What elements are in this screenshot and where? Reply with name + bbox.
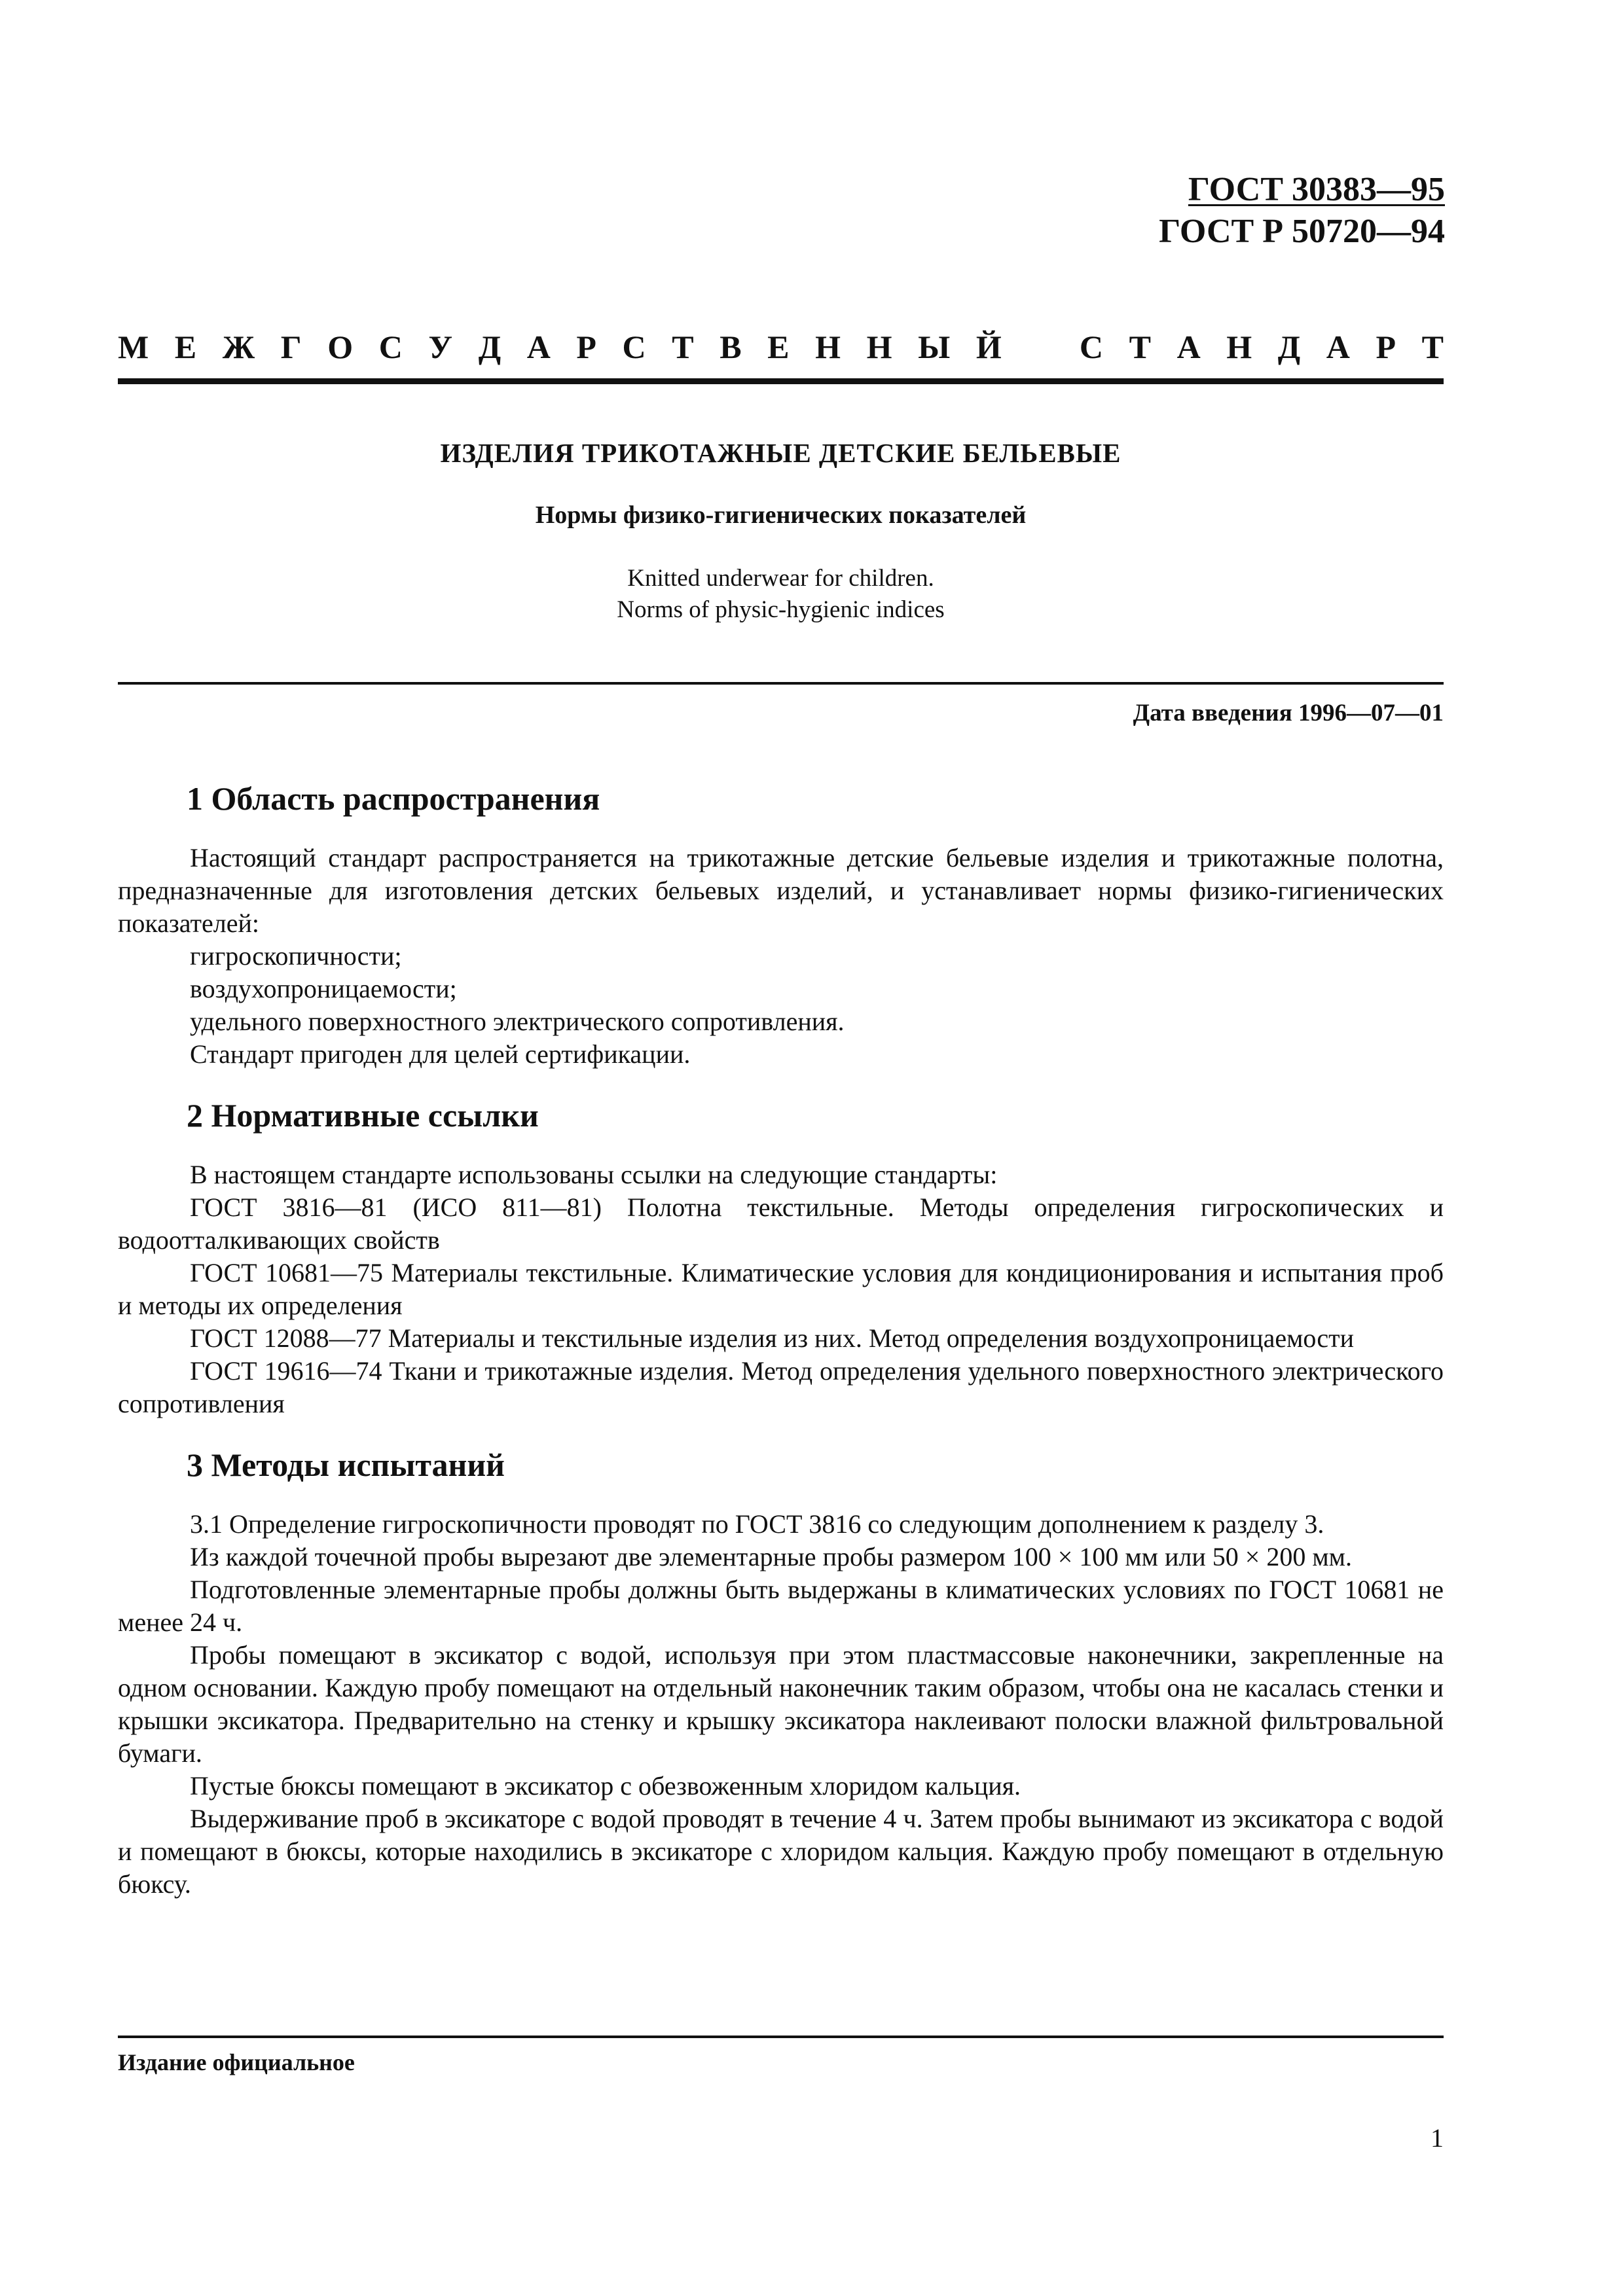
paragraph: Пустые бюксы помещают в эксикатор с обезвоженным хлоридом кальция. xyxy=(190,1771,1021,1801)
category-letter: Е xyxy=(767,329,790,365)
section-heading: 1 Область распространения xyxy=(187,780,600,817)
title-rule xyxy=(118,682,1444,685)
category-letter: О xyxy=(327,329,354,365)
standard-code-2: ГОСТ Р 50720—94 xyxy=(1159,213,1445,250)
footer-rule xyxy=(118,2036,1444,2038)
reference-entry: ГОСТ 19616—74 Ткани и трикотажные изделия. Метод определения удельного поверхностного электрического сопротивления xyxy=(118,1356,1444,1418)
category-letter: Й xyxy=(976,329,1002,365)
category-letter: В xyxy=(720,329,742,365)
paragraph: Настоящий стандарт распространяется на трикотажные детские бельевые изделия и трикотажные полотна, предназначенные для изготовления детских бельевых изделий, и устанавливает нормы физико-гигиенических показателей: xyxy=(118,843,1444,938)
list-item: воздухопроницаемости; xyxy=(190,974,457,1003)
category-letter: Т xyxy=(1421,329,1444,365)
category-letter: Ы xyxy=(918,329,951,365)
paragraph: Из каждой точечной пробы вырезают две элементарные пробы размером 100 × 100 мм или 50 × 200 мм. xyxy=(190,1542,1352,1571)
document-subtitle: Нормы физико-гигиенических показателей xyxy=(535,501,1027,529)
document-body xyxy=(118,779,1444,1901)
category-letter: Н xyxy=(1226,329,1252,365)
paragraph: Подготовленные элементарные пробы должны быть выдержаны в климатических условиях по ГОСТ 10681 не менее 24 ч. xyxy=(118,1575,1444,1637)
standard-category xyxy=(118,327,1444,367)
document-title: ИЗДЕЛИЯ ТРИКОТАЖНЫЕ ДЕТСКИЕ БЕЛЬЕВЫЕ xyxy=(440,438,1122,468)
paragraph: 3.1 Определение гигроскопичности проводят по ГОСТ 3816 со следующим дополнением к разделу 3. xyxy=(190,1509,1324,1539)
english-title-line: Norms of physic-hygienic indices xyxy=(617,596,945,623)
paragraph: В настоящем стандарте использованы ссылки на следующие стандарты: xyxy=(190,1160,998,1189)
section-heading: 2 Нормативные ссылки xyxy=(187,1097,539,1134)
category-letter: А xyxy=(1326,329,1350,365)
list-item: гигроскопичности; xyxy=(190,941,402,971)
category-letter: Р xyxy=(1376,329,1396,365)
edition-label: Издание официальное xyxy=(118,2049,355,2075)
standard-codes xyxy=(1159,169,1445,253)
category-letter: С xyxy=(378,329,403,365)
standard-code-1: ГОСТ 30383—95 xyxy=(1188,171,1445,208)
section-scope xyxy=(118,779,1444,1071)
introduction-date: Дата введения 1996—07—01 xyxy=(1133,700,1444,726)
reference-entry: ГОСТ 3816—81 (ИСО 811—81) Полотна текстильные. Методы определения гигроскопических и водоотталкивающих свойств xyxy=(118,1193,1444,1255)
category-letter-space xyxy=(1027,327,1053,367)
category-letter: Ж xyxy=(222,329,255,365)
category-letter: М xyxy=(118,329,149,365)
category-letter: А xyxy=(1176,329,1201,365)
category-letter: Т xyxy=(672,329,694,365)
english-title-line: Knitted underwear for children. xyxy=(627,565,934,592)
category-letter: Н xyxy=(815,329,841,365)
category-letter: Е xyxy=(174,329,197,365)
category-letter: У xyxy=(428,329,453,365)
header-rule xyxy=(118,378,1444,384)
section-test-methods xyxy=(118,1445,1444,1901)
section-references xyxy=(118,1096,1444,1420)
section-heading: 3 Методы испытаний xyxy=(187,1446,505,1483)
category-letter: С xyxy=(622,329,646,365)
reference-entry: ГОСТ 10681—75 Материалы текстильные. Климатические условия для кондиционирования и испытания проб и методы их определения xyxy=(118,1258,1444,1320)
category-letter: Г xyxy=(280,329,302,365)
category-letter: Д xyxy=(478,329,501,365)
reference-entry: ГОСТ 12088—77 Материалы и текстильные изделия из них. Метод определения воздухопроницаемости xyxy=(190,1323,1355,1353)
category-letter: Д xyxy=(1277,329,1301,365)
category-letter: Н xyxy=(866,329,892,365)
category-letter: Т xyxy=(1129,329,1151,365)
list-item: удельного поверхностного электрического сопротивления. xyxy=(190,1007,845,1036)
english-title xyxy=(118,563,1444,626)
category-letter: А xyxy=(526,329,551,365)
paragraph: Выдерживание проб в эксикаторе с водой проводят в течение 4 ч. Затем пробы вынимают из эксикатора с водой и помещают в бюксы, которые находились в эксикаторе с хлоридом кальция. Каждую пробу помещают в отдельную бюксу. xyxy=(118,1804,1444,1899)
page-number: 1 xyxy=(1431,2123,1444,2153)
list-item: Стандарт пригоден для целей сертификации. xyxy=(190,1039,691,1069)
category-letter: С xyxy=(1079,329,1104,365)
category-letter: Р xyxy=(576,329,596,365)
paragraph: Пробы помещают в эксикатор с водой, используя при этом пластмассовые наконечники, закрепленные на одном основании. Каждую пробу помещают на отдельный наконечник таким образом, чтобы она не касалась стенки и крышки эксикатора. Предварительно на стенку и крышку эксикатора наклеивают полоски влажной фильтровальной бумаги. xyxy=(118,1640,1444,1768)
